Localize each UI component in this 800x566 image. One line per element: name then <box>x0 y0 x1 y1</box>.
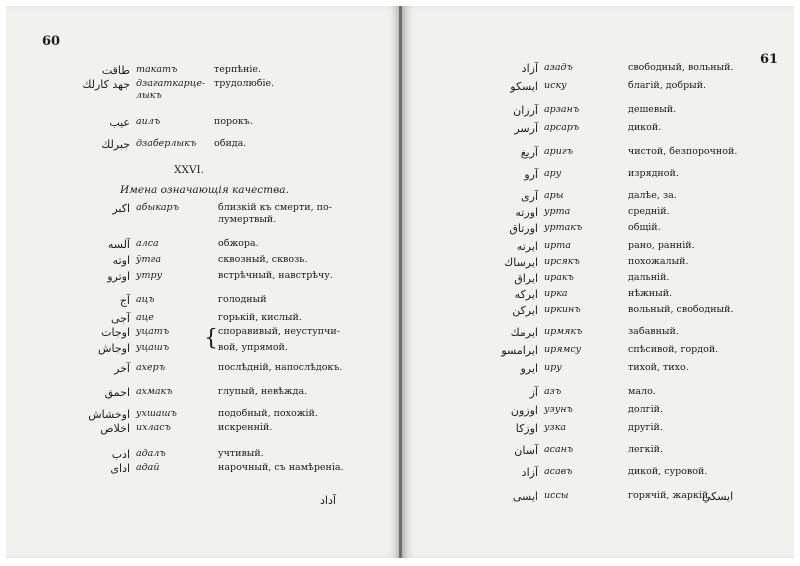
russian-translation: свободный, вольный. <box>628 62 734 73</box>
russian-translation: далѣе, за. <box>628 190 677 201</box>
russian-translation: спѣсивой, гордой. <box>628 344 719 355</box>
arabic-word: آجى <box>110 312 130 325</box>
arabic-word: ايرته <box>516 240 538 253</box>
transliteration: ирсякъ <box>544 256 580 267</box>
russian-translation: забавный. <box>628 326 679 337</box>
transliteration: адай <box>136 462 160 473</box>
arabic-word: اوزكا <box>515 422 538 435</box>
transliteration: азадъ <box>544 62 573 73</box>
transliteration: лыкъ <box>136 90 162 101</box>
russian-translation: дикой, суровой. <box>628 466 708 477</box>
russian-translation: дикой. <box>628 122 662 133</box>
russian-translation: искренній. <box>218 422 273 433</box>
russian-translation: изрядной. <box>628 168 679 179</box>
arabic-word: آسان <box>514 444 538 457</box>
transliteration: арзанъ <box>544 104 580 115</box>
left-page <box>6 6 400 558</box>
arabic-word: اوخشاش <box>88 408 130 421</box>
russian-translation: общій. <box>628 222 661 233</box>
transliteration: ихласъ <box>136 422 171 433</box>
arabic-word: ادب <box>111 448 130 461</box>
transliteration: иссы <box>544 490 569 501</box>
transliteration: ирка <box>544 288 568 299</box>
russian-translation: другій. <box>628 422 663 433</box>
arabic-word: ايرساك <box>504 256 538 269</box>
arabic-word: اورتاق <box>509 222 538 235</box>
arabic-word: طاقت <box>101 64 130 77</box>
transliteration: ухшашъ <box>136 408 177 419</box>
arabic-word: آرسر <box>514 122 538 135</box>
russian-translation: обжора. <box>218 238 259 249</box>
transliteration: аригъ <box>544 146 573 157</box>
arabic-word: ايراق <box>514 272 538 285</box>
arabic-word: ايسى <box>512 490 538 503</box>
transliteration: ирямсу <box>544 344 582 355</box>
russian-translation: лумертвый. <box>218 214 277 225</box>
transliteration: иркинъ <box>544 304 581 315</box>
transliteration: иску <box>544 80 567 91</box>
transliteration: адалъ <box>136 448 166 459</box>
arabic-word: ايركه <box>514 288 538 301</box>
transliteration: иру <box>544 362 562 373</box>
russian-translation: глупый, невѣжда. <box>218 386 308 397</box>
transliteration: аилъ <box>136 116 161 127</box>
russian-translation: рано, ранній. <box>628 240 695 251</box>
transliteration: ахеръ <box>136 362 166 373</box>
transliteration: иракъ <box>544 272 574 283</box>
russian-translation: послѣдній, напослѣдокъ. <box>218 362 343 373</box>
russian-translation: горячій, жаркій. <box>628 490 712 501</box>
footer-word: ايسكي <box>702 490 734 503</box>
russian-translation: подобный, похожій. <box>218 408 318 419</box>
arabic-word: ايرمك <box>510 326 538 339</box>
russian-translation: трудолюбіе. <box>214 78 275 89</box>
transliteration: урта <box>544 206 571 217</box>
arabic-word: اورته <box>515 206 538 219</box>
transliteration: дзагаткарце- <box>136 78 206 89</box>
section-number: XXVI. <box>174 164 205 176</box>
arabic-word: اوجات <box>101 326 130 339</box>
russian-translation: вой, упрямой. <box>218 342 288 353</box>
transliteration: асавъ <box>544 466 573 477</box>
russian-translation: благій, добрый. <box>628 80 707 91</box>
transliteration: узка <box>544 422 567 433</box>
arabic-word: آخر <box>114 362 130 375</box>
russian-translation: дешевый. <box>628 104 677 115</box>
page-number: 61 <box>760 52 779 67</box>
russian-translation: горькій, кислый. <box>218 312 302 323</box>
arabic-word: جهد كارلك <box>82 78 130 91</box>
transliteration: арсаръ <box>544 122 580 133</box>
russian-translation: терпѣніе. <box>214 64 262 75</box>
russian-translation: нѣжный. <box>628 288 673 299</box>
arabic-word: ايركن <box>512 304 538 317</box>
russian-translation: похожалый. <box>628 256 689 267</box>
transliteration: утру <box>136 270 163 281</box>
transliteration: узунъ <box>544 404 573 415</box>
page-number: 60 <box>42 34 61 49</box>
russian-translation: мало. <box>628 386 656 397</box>
russian-translation: сквозный, сквозь. <box>218 254 308 265</box>
transliteration: аце <box>136 312 154 323</box>
arabic-word: آرى <box>521 190 538 203</box>
right-page <box>402 6 794 558</box>
arabic-word: آزاد <box>521 62 538 75</box>
russian-translation: близкiй къ смерти, по- <box>218 202 332 213</box>
footer-word: آداد <box>320 494 336 507</box>
russian-translation: нарочный, съ намѣреніа. <box>218 462 344 473</box>
russian-translation: учтивый. <box>218 448 264 459</box>
russian-translation: долгій. <box>628 404 663 415</box>
arabic-word: اكبر <box>112 202 130 215</box>
arabic-word: آرزان <box>513 104 538 117</box>
arabic-word: اوته <box>112 254 130 267</box>
arabic-word: ايرو <box>520 362 538 375</box>
arabic-word: عيب <box>109 116 130 129</box>
russian-translation: чистой, безпорочной. <box>628 146 738 157</box>
transliteration: дзаберлыкъ <box>136 138 197 149</box>
russian-translation: встрѣчный, навстрѣчу. <box>218 270 333 281</box>
russian-translation: голодный <box>218 294 267 305</box>
transliteration: ирта <box>544 240 571 251</box>
arabic-word: احمق <box>104 386 130 399</box>
russian-translation: дальній. <box>628 272 670 283</box>
arabic-word: آزاد <box>521 466 538 479</box>
russian-translation: порокъ. <box>214 116 253 127</box>
arabic-word: اوجاش <box>98 342 130 355</box>
arabic-word: آرو <box>524 168 538 181</box>
transliteration: уртакъ <box>544 222 583 233</box>
transliteration: абыкаръ <box>136 202 179 213</box>
arabic-word: ادای <box>110 462 130 475</box>
russian-translation: споравивый, неуступчи- <box>218 326 340 337</box>
transliteration: ацъ <box>136 294 155 305</box>
arabic-word: اخلاص <box>100 422 130 435</box>
arabic-word: جبرلك <box>101 138 130 151</box>
transliteration: ахмакъ <box>136 386 173 397</box>
arabic-word: آريغ <box>520 146 538 159</box>
russian-translation: тихой, тихо. <box>628 362 689 373</box>
transliteration: азъ <box>544 386 562 397</box>
arabic-word: آز <box>529 386 538 399</box>
transliteration: такатъ <box>136 64 178 75</box>
arabic-word: اوزون <box>510 404 538 417</box>
arabic-word: آج <box>119 294 130 307</box>
transliteration: ирмякъ <box>544 326 583 337</box>
russian-translation: легкій. <box>628 444 663 455</box>
transliteration: ўтга <box>136 254 161 265</box>
arabic-word: آلسه <box>107 238 130 251</box>
arabic-word: ايرامسو <box>501 344 538 357</box>
arabic-word: ايسكو <box>510 80 538 93</box>
transliteration: ару <box>544 168 562 179</box>
brace-mark: { <box>204 326 218 351</box>
transliteration: асанъ <box>544 444 574 455</box>
transliteration: ары <box>544 190 564 201</box>
transliteration: алса <box>136 238 159 249</box>
russian-translation: вольный, свободный. <box>628 304 734 315</box>
transliteration: уцашъ <box>136 342 170 353</box>
transliteration: уцатъ <box>136 326 170 337</box>
russian-translation: обида. <box>214 138 247 149</box>
section-title: Имена означающія качества. <box>120 184 289 196</box>
russian-translation: средній. <box>628 206 670 217</box>
arabic-word: اوترو <box>107 270 130 283</box>
